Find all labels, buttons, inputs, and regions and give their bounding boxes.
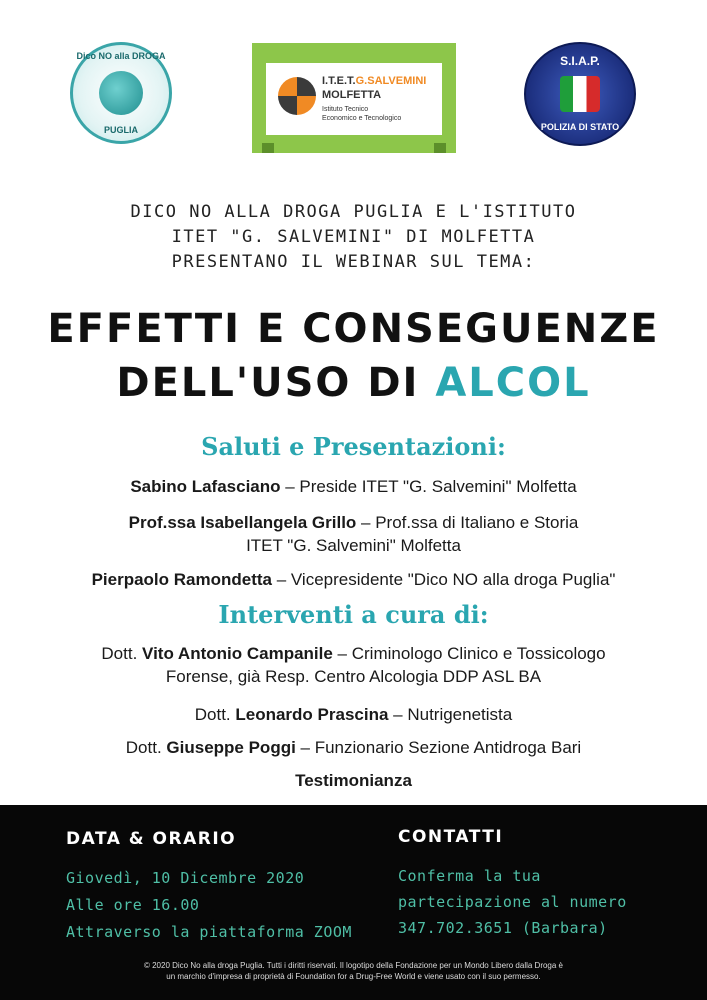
talks-heading: Interventi a cura di: (218, 600, 489, 629)
copyright-line: © 2020 Dico No alla droga Puglia. Tutti i diritti riservati. Il logotipo della Fondazione per un Mondo Libero dalla Droga è (143, 961, 564, 970)
speaker-line: Pierpaolo Ramondetta – Vicepresidente "Dico NO alla droga Puglia" (91, 570, 616, 589)
title-line-1: EFFETTI E CONSEGUENZE (47, 306, 660, 352)
platform-line: Attraverso la piattaforma ZOOM (66, 923, 352, 941)
itet-logo-city: MOLFETTA (322, 89, 382, 101)
intro-line: DICO NO ALLA DROGA PUGLIA E L'ISTITUTO (130, 202, 577, 222)
copyright-line: un marchio d'impresa di proprietà di Foundation for a Drug-Free World e viene usato con il suo permesso. (166, 972, 541, 981)
webinar-title (0, 302, 707, 410)
dico-no-alla-droga-logo (70, 42, 172, 144)
speaker-line: Dott. Leonardo Prascina – Nutrigenetista (194, 705, 513, 724)
speaker-line-cont: Forense, già Resp. Centro Alcologia DDP ASL BA (165, 667, 542, 686)
logo-left-top-text: Dico NO alla DROGA (76, 51, 166, 61)
testimony-line: Testimonianza (295, 771, 412, 790)
intro-text (0, 200, 707, 275)
logo-stand-right (434, 143, 446, 153)
itet-logo-panel (266, 63, 442, 135)
contact-details (398, 863, 627, 941)
contact-line: Conferma la tua (398, 867, 541, 885)
italian-flag-shield-icon (560, 76, 600, 112)
school-mark-icon (278, 77, 316, 115)
speaker-line: Sabino Lafasciano – Preside ITET "G. Salvemini" Molfetta (130, 477, 577, 496)
date-line: Giovedì, 10 Dicembre 2020 (66, 869, 305, 887)
logo-row (0, 38, 707, 168)
itet-logo-subtitle: Istituto Tecnico Economico e Tecnologico (322, 106, 402, 122)
speaker-line: Prof.ssa Isabellangela Grillo – Prof.ssa di Italiano e Storia (128, 513, 579, 532)
itet-salvemini-logo (252, 43, 456, 153)
intro-line: ITET "G. SALVEMINI" DI MOLFETTA (171, 227, 536, 247)
title-accent-word: ALCOL (435, 360, 591, 406)
intro-line: PRESENTANO IL WEBINAR SUL TEMA: (171, 252, 536, 272)
date-heading: DATA & ORARIO (66, 829, 237, 849)
globe-icon (99, 71, 143, 115)
speaker-line: Dott. Giuseppe Poggi – Funzionario Sezione Antidroga Bari (125, 738, 582, 757)
contact-phone: 347.702.3651 (Barbara) (398, 919, 608, 937)
contact-heading: CONTATTI (398, 827, 504, 847)
itet-logo-title: I.T.E.T.G.SALVEMINI (322, 75, 427, 87)
time-line: Alle ore 16.00 (66, 896, 200, 914)
siap-logo-subtitle: POLIZIA DI STATO (540, 122, 620, 132)
copyright-text (0, 960, 707, 982)
speaker-line: Dott. Vito Antonio Campanile – Criminologo Clinico e Tossicologo (101, 644, 606, 663)
logo-left-bottom-text: PUGLIA (103, 125, 138, 135)
title-line-2: DELL'USO DI ALCOL (116, 360, 591, 406)
speaker-line-cont: ITET "G. Salvemini" Molfetta (246, 536, 461, 555)
siap-logo-title: S.I.A.P. (560, 54, 600, 68)
siap-polizia-logo (524, 42, 636, 146)
logo-stand-left (262, 143, 274, 153)
greetings-heading: Saluti e Presentazioni: (201, 432, 506, 461)
contact-line: partecipazione al numero (398, 893, 627, 911)
date-details (66, 865, 352, 946)
